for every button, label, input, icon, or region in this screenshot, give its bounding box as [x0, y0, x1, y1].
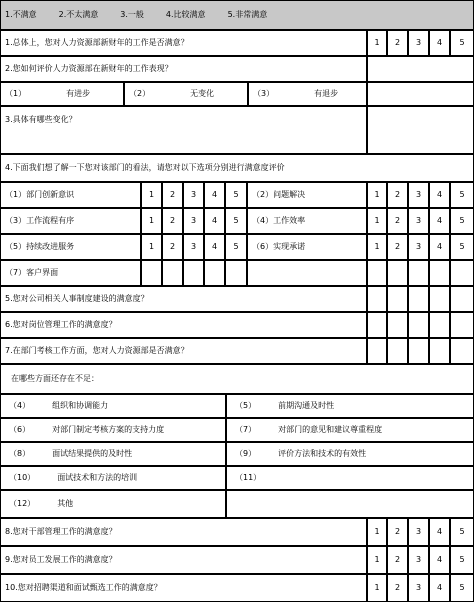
q4-item-2-rating-3[interactable]: 3 — [408, 182, 429, 208]
q4-item-3-rating-5[interactable]: 5 — [225, 208, 247, 234]
q7-blank-2[interactable] — [387, 338, 408, 364]
question-7: 7.在部门考核工作方面，您对人力资源部是否满意？ — [0, 338, 367, 364]
question-3-text: 3.具体有哪些变化？ — [5, 115, 77, 124]
q9-rating-5[interactable]: 5 — [450, 546, 474, 574]
q4-item-3-rating-4[interactable]: 4 — [204, 208, 225, 234]
q4-item-2: （2）问题解决 — [247, 182, 367, 208]
scale-2: 2.不太满意 — [58, 10, 99, 19]
q2-option-3[interactable] — [248, 82, 367, 106]
q7-option-6-label: 对部门制定考核方案的支持力度 — [52, 425, 165, 434]
q4-row-4-blank-r2 — [387, 260, 408, 286]
q4-item-6-rating-1[interactable]: 1 — [367, 234, 387, 260]
q7-option-7[interactable] — [226, 418, 474, 442]
q7-blank-5[interactable] — [450, 338, 474, 364]
q7-option-8-label: 面试结果提供的及时性 — [52, 449, 133, 458]
q7-blank-4[interactable] — [429, 338, 450, 364]
q2-option-1[interactable] — [0, 82, 124, 106]
q4-row-4-blank-mid — [247, 260, 367, 286]
q7-option-5-label: 前期沟通及时性 — [278, 401, 335, 410]
q7-option-12[interactable] — [0, 490, 226, 518]
q4-item-4-rating-2[interactable]: 2 — [387, 208, 408, 234]
q7-blank-1[interactable] — [367, 338, 387, 364]
q4-item-7-blank-4[interactable] — [204, 260, 225, 286]
q3-blank-right — [367, 106, 474, 154]
question-10: 10.您对招聘渠道和面试甄选工作的满意度？ — [0, 574, 367, 602]
q4-item-5-rating-1[interactable]: 1 — [141, 234, 162, 260]
q5-blank-1[interactable] — [367, 286, 387, 312]
q4-item-4-rating-3[interactable]: 3 — [408, 208, 429, 234]
q2-option-1-label: 有进步 — [66, 89, 91, 98]
q4-item-5: （5）持续改进服务 — [0, 234, 141, 260]
q4-item-4-rating-5[interactable]: 5 — [450, 208, 474, 234]
q7-option-10-label: 面试技术和方法的培训 — [57, 473, 138, 482]
q10-rating-4[interactable]: 4 — [429, 574, 450, 602]
q5-blank-2[interactable] — [387, 286, 408, 312]
q7-subheading — [0, 364, 474, 394]
q9-rating-1[interactable]: 1 — [367, 546, 387, 574]
q1-rating-2[interactable]: 2 — [387, 30, 408, 56]
q6-blank-3[interactable] — [408, 312, 429, 338]
q4-item-1-rating-3[interactable]: 3 — [183, 182, 204, 208]
q10-rating-2[interactable]: 2 — [387, 574, 408, 602]
q1-rating-1[interactable]: 1 — [367, 30, 387, 56]
q4-row-4-blank-r4 — [429, 260, 450, 286]
q1-rating-4[interactable]: 4 — [429, 30, 450, 56]
q4-row-4-blank-r3 — [408, 260, 429, 286]
q5-blank-5[interactable] — [450, 286, 474, 312]
q10-rating-5[interactable]: 5 — [450, 574, 474, 602]
q7-option-other-blank — [226, 490, 474, 518]
q2-options-blank-right — [367, 82, 474, 106]
q7-option-7-num: （7） — [235, 425, 257, 434]
q7-option-7-label: 对部门的意见和建议尊重程度 — [278, 425, 383, 434]
q4-item-6-rating-5[interactable]: 5 — [450, 234, 474, 260]
q7-option-5[interactable] — [226, 394, 474, 418]
q8-rating-5[interactable]: 5 — [450, 518, 474, 546]
question-4: 4.下面我们想了解一下您对该部门的看法，请您对以下选项分别进行满意度评价 — [0, 154, 474, 182]
q6-blank-2[interactable] — [387, 312, 408, 338]
q4-item-3-rating-3[interactable]: 3 — [183, 208, 204, 234]
q4-item-5-rating-3[interactable]: 3 — [183, 234, 204, 260]
q4-item-3: （3）工作流程有序 — [0, 208, 141, 234]
question-9: 9.您对员工发展工作的满意度？ — [0, 546, 367, 574]
q10-rating-3[interactable]: 3 — [408, 574, 429, 602]
q7-option-9[interactable] — [226, 442, 474, 466]
q8-rating-4[interactable]: 4 — [429, 518, 450, 546]
question-5: 5.您对公司相关人事制度建设的满意度？ — [0, 286, 367, 312]
q10-rating-1[interactable]: 1 — [367, 574, 387, 602]
rating-scale-header — [0, 0, 474, 30]
scale-4: 4.比较满意 — [165, 10, 206, 19]
question-8: 8.您对干部管理工作的满意度？ — [0, 518, 367, 546]
q4-row-4-blank-r5 — [450, 260, 474, 286]
q4-item-1: （1）部门创新意识 — [0, 182, 141, 208]
q1-rating-3[interactable]: 3 — [408, 30, 429, 56]
q2-option-2-label: 无变化 — [190, 89, 215, 98]
scale-3: 3.一般 — [120, 10, 144, 19]
q7-option-4-label: 组织和协调能力 — [52, 401, 109, 410]
q4-item-4-rating-4[interactable]: 4 — [429, 208, 450, 234]
q7-option-9-num: （9） — [235, 449, 257, 458]
q5-blank-3[interactable] — [408, 286, 429, 312]
q7-subheading-text: 在哪些方面还存在不足： — [11, 374, 99, 383]
q4-item-7-blank-2[interactable] — [162, 260, 183, 286]
q7-blank-3[interactable] — [408, 338, 429, 364]
q4-row-4-blank-r1 — [367, 260, 387, 286]
q4-item-3-rating-1[interactable]: 1 — [141, 208, 162, 234]
q6-blank-4[interactable] — [429, 312, 450, 338]
q7-option-8-num: （8） — [9, 449, 31, 458]
q7-option-12-label: 其他 — [57, 499, 74, 508]
q6-blank-1[interactable] — [367, 312, 387, 338]
question-2: 2.您如何评价人力资源部在新财年的工作表现？ — [0, 56, 367, 82]
q2-option-3-label: 有退步 — [314, 89, 339, 98]
q8-rating-3[interactable]: 3 — [408, 518, 429, 546]
q4-item-7-blank-1[interactable] — [141, 260, 162, 286]
q4-item-4-rating-1[interactable]: 1 — [367, 208, 387, 234]
q4-item-7-blank-3[interactable] — [183, 260, 204, 286]
q4-item-1-rating-5[interactable]: 5 — [225, 182, 247, 208]
q9-rating-4[interactable]: 4 — [429, 546, 450, 574]
q7-option-11-num: （11） — [235, 473, 262, 482]
q4-item-2-rating-4[interactable]: 4 — [429, 182, 450, 208]
q4-item-3-rating-2[interactable]: 2 — [162, 208, 183, 234]
q7-option-4[interactable] — [0, 394, 226, 418]
q9-rating-2[interactable]: 2 — [387, 546, 408, 574]
scale-1: 1.不满意 — [5, 10, 37, 19]
q7-option-12-num: （12） — [9, 499, 36, 508]
q8-rating-1[interactable]: 1 — [367, 518, 387, 546]
q2-option-2-num: （2） — [129, 89, 151, 98]
q7-option-10-num: （10） — [9, 473, 36, 482]
q7-option-6[interactable] — [0, 418, 226, 442]
scale-5: 5.非常满意 — [227, 10, 268, 19]
q2-option-2[interactable] — [124, 82, 248, 106]
q4-item-6-rating-2[interactable]: 2 — [387, 234, 408, 260]
q7-option-5-num: （5） — [235, 401, 257, 410]
q4-item-6-rating-4[interactable]: 4 — [429, 234, 450, 260]
q4-item-7: （7）客户界面 — [0, 260, 141, 286]
question-1: 1.总体上，您对人力资源部新财年的工作是否满意？ — [0, 30, 367, 56]
q4-item-5-rating-5[interactable]: 5 — [225, 234, 247, 260]
q4-item-6-rating-3[interactable]: 3 — [408, 234, 429, 260]
q7-option-6-num: （6） — [9, 425, 31, 434]
q7-option-10[interactable] — [0, 466, 226, 490]
q2-option-1-num: （1） — [5, 89, 27, 98]
q4-item-2-rating-1[interactable]: 1 — [367, 182, 387, 208]
q4-item-1-rating-2[interactable]: 2 — [162, 182, 183, 208]
question-6: 6.您对岗位管理工作的满意度？ — [0, 312, 367, 338]
q4-item-5-rating-2[interactable]: 2 — [162, 234, 183, 260]
q4-item-1-rating-4[interactable]: 4 — [204, 182, 225, 208]
q7-option-9-label: 评价方法和技术的有效性 — [278, 449, 367, 458]
q4-item-2-rating-2[interactable]: 2 — [387, 182, 408, 208]
q8-rating-2[interactable]: 2 — [387, 518, 408, 546]
q6-blank-5[interactable] — [450, 312, 474, 338]
q2-option-3-num: （3） — [253, 89, 275, 98]
q2-blank-right — [367, 56, 474, 82]
q5-blank-4[interactable] — [429, 286, 450, 312]
q7-option-11[interactable] — [226, 466, 474, 490]
q1-rating-5[interactable]: 5 — [450, 30, 474, 56]
q4-item-5-rating-4[interactable]: 4 — [204, 234, 225, 260]
q7-option-4-num: （4） — [9, 401, 31, 410]
q4-item-4: （4）工作效率 — [247, 208, 367, 234]
q4-item-6: （6）实现承诺 — [247, 234, 367, 260]
q4-item-1-rating-1[interactable]: 1 — [141, 182, 162, 208]
q4-item-7-blank-5[interactable] — [225, 260, 247, 286]
question-3[interactable] — [0, 106, 367, 154]
q9-rating-3[interactable]: 3 — [408, 546, 429, 574]
q7-option-8[interactable] — [0, 442, 226, 466]
q4-item-2-rating-5[interactable]: 5 — [450, 182, 474, 208]
